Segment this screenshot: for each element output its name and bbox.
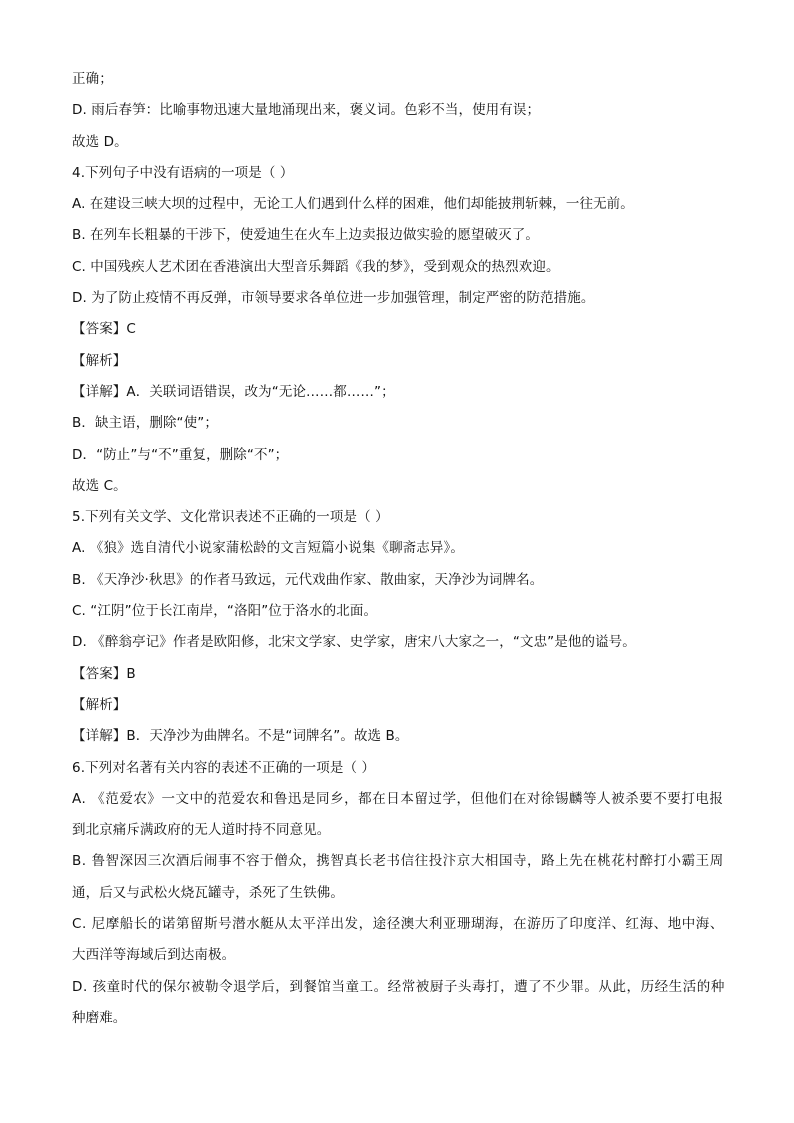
option-line-continued: 种磨难。 xyxy=(72,1009,127,1026)
option-line: D. 孩童时代的保尔被勒令退学后，到餐馆当童工。经常被厨子头毒打，遭了不少罪。从此，历经生活的种 xyxy=(72,978,725,995)
option-line: B. 在列车长粗暴的干涉下，使爱迪生在火车上边卖报边做实验的愿望破灭了。 xyxy=(72,227,539,244)
explanation-line: B．缺主语，删除“使”； xyxy=(72,415,218,432)
option-line: A. 在建设三峡大坝的过程中，无论工人们遇到什么样的困难，他们却能披荆斩棘，一往无前。 xyxy=(72,196,634,213)
text-line: D. 雨后春笋：比喻事物迅速大量地涌现出来，褒义词。色彩不当，使用有误； xyxy=(72,102,541,119)
question-stem: 5.下列有关文学、文化常识表述不正确的一项是（ ） xyxy=(72,509,389,526)
document-page xyxy=(72,64,732,1034)
answer-label: 【答案】B xyxy=(72,665,136,682)
option-line: D. 为了防止疫情不再反弹，市领导要求各单位进一步加强管理，制定严密的防范措施。 xyxy=(72,290,595,307)
option-line: A. 《范爱农》一文中的范爱农和鲁迅是同乡，都在日本留过学，但他们在对徐锡麟等人被杀要不要打电报 xyxy=(72,790,724,807)
option-line: B. 《天净沙·秋思》的作者马致远，元代戏曲作家、散曲家，天净沙为词牌名。 xyxy=(72,571,544,588)
explanation-line: 【详解】A．关联词语错误，改为“无论……都……”； xyxy=(72,383,395,400)
text-line: 故选 D。 xyxy=(72,133,128,150)
answer-label: 【答案】C xyxy=(72,321,136,338)
option-line: D. 《醉翁亭记》作者是欧阳修，北宋文学家、史学家，唐宋八大家之一，“文忠”是他的谥号。 xyxy=(72,634,636,651)
analysis-label: 【解析】 xyxy=(72,352,127,369)
text-line: 故选 C。 xyxy=(72,477,127,494)
option-line-continued: 到北京痛斥满政府的无人道时持不同意见。 xyxy=(72,822,331,839)
option-line: A. 《狼》选自清代小说家蒲松龄的文言短篇小说集《聊斋志异》。 xyxy=(72,540,464,557)
option-line-continued: 大西洋等海域后到达南极。 xyxy=(72,947,236,964)
option-line: C. “江阴”位于长江南岸，“洛阳”位于洛水的北面。 xyxy=(72,603,378,620)
option-line: C. 尼摩船长的诺第留斯号潜水艇从太平洋出发，途径澳大利亚珊瑚海，在游历了印度洋、红海、地中海、 xyxy=(72,916,724,933)
option-line: C. 中国残疾人艺术团在香港演出大型音乐舞蹈《我的梦》，受到观众的热烈欢迎。 xyxy=(72,258,560,275)
explanation-line: D．“防止”与“不”重复，删除“不”； xyxy=(72,446,289,463)
option-line: B. 鲁智深因三次酒后闹事不容于僧众，携智真长老书信往投汴京大相国寺，路上先在桃花村醉打小霸王周 xyxy=(72,853,724,870)
option-line-continued: 通，后又与武松火烧瓦罐寺，杀死了生铁佛。 xyxy=(72,884,344,901)
analysis-label: 【解析】 xyxy=(72,696,127,713)
question-stem: 4.下列句子中没有语病的一项是（ ） xyxy=(72,164,294,181)
question-stem: 6.下列对名著有关内容的表述不正确的一项是（ ） xyxy=(72,759,376,776)
text-line: 正确； xyxy=(72,71,113,87)
explanation-line: 【详解】B．天净沙为曲牌名。不是“词牌名”。故选 B。 xyxy=(72,728,409,745)
